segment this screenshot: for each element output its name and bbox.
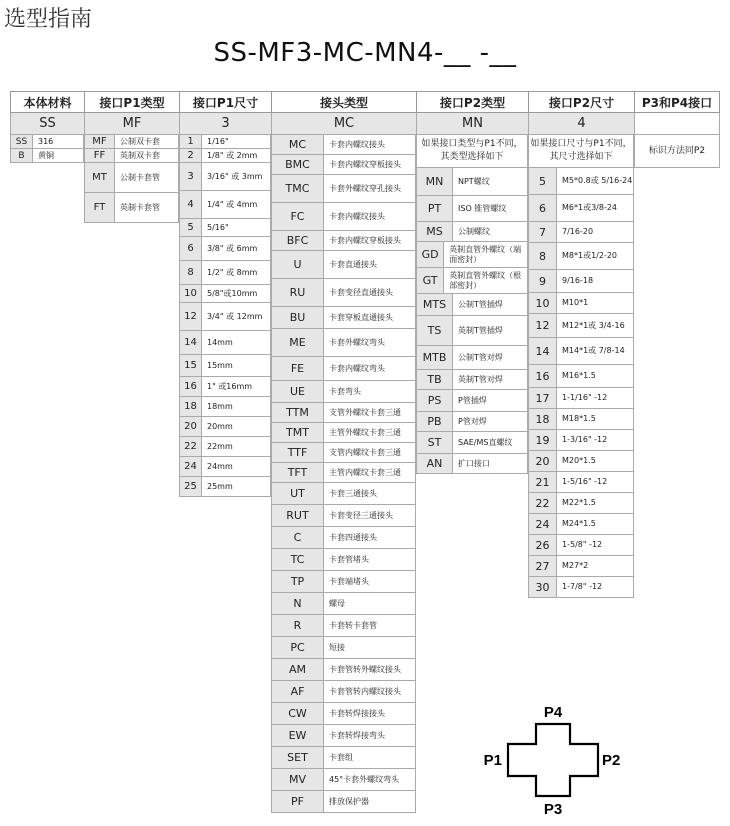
fitting-type-code: UT — [272, 483, 324, 504]
p2-size-desc: M6*1或3/8-24 — [562, 203, 618, 212]
p1-type-desc: 英制双卡套 — [120, 150, 160, 160]
fitting-type-row — [271, 769, 416, 791]
selected-p1-size: 3 — [179, 113, 271, 135]
p2-size-code: 24 — [529, 514, 557, 534]
p1-size-row — [179, 331, 271, 355]
p2-size-code: 7 — [529, 222, 557, 242]
p2-type-row — [416, 222, 528, 242]
fitting-type-row — [271, 307, 416, 329]
fitting-type-code: C — [272, 527, 324, 548]
p1-size-desc: 1/8" 或 2mm — [207, 150, 258, 160]
fitting-type-desc: 短接 — [329, 642, 345, 652]
fitting-type-desc: 卡套管转外螺纹接头 — [329, 664, 401, 674]
p2-size-note: 如果接口尺寸与P1不同，其尺寸选择如下 — [530, 139, 632, 162]
p2-size-code: 9 — [529, 270, 557, 292]
fitting-type-code: RUT — [272, 505, 324, 526]
p1-size-desc: 5/16" — [207, 222, 229, 232]
p1-size-row — [179, 457, 271, 477]
p1-size-desc: 5/8"或10mm — [207, 288, 258, 298]
p1-size-desc: 14mm — [207, 337, 233, 347]
p2-size-code: 12 — [529, 314, 557, 337]
fitting-type-code: TC — [272, 549, 324, 570]
fitting-type-desc: 卡套穿板直通接头 — [329, 312, 393, 322]
port-p2-label: P2 — [602, 752, 621, 769]
p2-type-desc: ISO 锥管螺纹 — [458, 203, 507, 213]
p1-size-desc: 20mm — [207, 421, 233, 431]
p34-note: 标识方法同P2 — [648, 145, 706, 156]
p1-size-row — [179, 261, 271, 285]
p2-size-desc: M22*1.5 — [562, 498, 596, 507]
p1-size-code: 1 — [180, 135, 202, 148]
p2-size-code: 5 — [529, 168, 557, 194]
p2-size-code: 6 — [529, 195, 557, 221]
p2-size-row — [528, 514, 634, 535]
fitting-type-code: U — [272, 251, 324, 278]
p2-size-code: 26 — [529, 535, 557, 555]
p1-type-row — [84, 193, 179, 223]
header-p1-size: 接口P1尺寸 — [179, 91, 271, 113]
fitting-type-code: TTM — [272, 403, 324, 422]
p2-type-row — [416, 268, 528, 294]
p2-size-desc: M16*1.5 — [562, 371, 596, 380]
p2-size-code: 10 — [529, 293, 557, 313]
p1-size-row — [179, 219, 271, 237]
p1-size-desc: 3/4" 或 12mm — [207, 311, 263, 321]
p2-type-code: AN — [417, 454, 453, 473]
fitting-type-code: RU — [272, 279, 324, 306]
p2-type-row — [416, 412, 528, 432]
body-material-column — [10, 135, 84, 163]
p2-size-desc: M10*1 — [562, 298, 589, 307]
fitting-type-desc: 支管内螺纹卡套三通 — [329, 447, 401, 457]
p2-type-code: GT — [417, 268, 444, 293]
p2-type-note: 如果接口类型与P1不同，其类型选择如下 — [421, 139, 523, 162]
p2-size-desc: M18*1.5 — [562, 414, 596, 423]
p2-type-code: PB — [417, 412, 453, 431]
fitting-type-desc: 卡套弯头 — [329, 386, 361, 396]
p2-type-code: GD — [417, 242, 444, 267]
p1-size-row — [179, 303, 271, 331]
fitting-type-code: TTF — [272, 443, 324, 462]
p1-size-desc: 3/8" 或 6mm — [207, 243, 258, 253]
p2-type-desc: 公制T管插焊 — [458, 299, 503, 309]
p2-size-row — [528, 493, 634, 514]
fitting-type-row — [271, 403, 416, 423]
p1-type-column — [84, 135, 179, 223]
p1-size-row — [179, 477, 271, 497]
p1-size-code: 25 — [180, 477, 202, 496]
fitting-type-code: BMC — [272, 155, 324, 174]
p2-size-desc: M20*1.5 — [562, 456, 596, 465]
p1-size-code: 8 — [180, 261, 202, 284]
p2-size-row — [528, 338, 634, 365]
p2-type-desc: 英制直管外螺纹（根部密封） — [449, 270, 522, 290]
p1-size-row — [179, 149, 271, 163]
p2-size-row — [528, 472, 634, 493]
p1-size-desc: 1" 或16mm — [207, 381, 253, 391]
model-code: SS-MF3-MC-MN4-__ -__ — [213, 38, 517, 68]
fitting-type-code: MV — [272, 769, 324, 790]
p1-size-row — [179, 285, 271, 303]
fitting-type-desc: 卡套外螺纹穿孔接头 — [329, 183, 401, 193]
p1-size-code: 14 — [180, 331, 202, 354]
p1-size-column — [179, 135, 271, 497]
p1-size-code: 24 — [180, 457, 202, 476]
p1-size-code: 4 — [180, 191, 202, 218]
fitting-type-row — [271, 231, 416, 251]
p2-type-row — [416, 390, 528, 412]
fitting-type-code: PC — [272, 637, 324, 658]
p1-size-desc: 24mm — [207, 461, 233, 471]
p1-type-row — [84, 149, 179, 163]
p1-type-desc: 公制双卡套 — [120, 136, 160, 146]
p2-type-row — [416, 196, 528, 222]
fitting-type-code: FC — [272, 203, 324, 230]
fitting-type-desc: 卡套转焊接接头 — [329, 708, 385, 718]
fitting-type-row — [271, 443, 416, 463]
p2-size-code: 27 — [529, 556, 557, 576]
fitting-type-code: AM — [272, 659, 324, 680]
p2-size-desc: M5*0.8或 5/16-24 — [562, 176, 633, 185]
header-p2-type: 接口P2类型 — [416, 91, 528, 113]
fitting-type-row — [271, 593, 416, 615]
p1-size-row — [179, 135, 271, 149]
port-p1-label: P1 — [483, 752, 502, 769]
fitting-type-desc: 卡套内螺纹穿板接头 — [329, 235, 401, 245]
fitting-type-code: CW — [272, 703, 324, 724]
p2-size-desc: M14*1或 7/8-14 — [562, 346, 625, 355]
body-material-code: SS — [11, 135, 33, 148]
p2-size-desc: M27*2 — [562, 561, 589, 570]
p2-size-row — [528, 409, 634, 430]
p2-type-desc: SAE/MS直螺纹 — [458, 437, 513, 447]
fitting-type-desc: 卡套变径三通接头 — [329, 510, 393, 520]
fitting-type-desc: 卡套内螺纹接头 — [329, 139, 385, 149]
fitting-type-desc: 卡套管堵头 — [329, 554, 369, 564]
fitting-type-code: N — [272, 593, 324, 614]
p2-size-desc: M8*1或1/2-20 — [562, 251, 618, 260]
p2-type-code: TS — [417, 316, 453, 345]
fitting-type-desc: 螺母 — [329, 598, 345, 608]
p2-type-desc: NPT螺纹 — [458, 176, 490, 186]
p1-size-code: 15 — [180, 355, 202, 376]
fitting-type-desc: 卡套内螺纹接头 — [329, 211, 385, 221]
fitting-type-code: R — [272, 615, 324, 636]
body-material-code: B — [11, 149, 33, 162]
p2-size-row — [528, 556, 634, 577]
p34-column — [634, 135, 720, 168]
p2-type-row — [416, 316, 528, 346]
header-fitting-type: 接头类型 — [271, 91, 416, 113]
p1-size-row — [179, 191, 271, 219]
fitting-type-code: ME — [272, 329, 324, 356]
fitting-type-code: SET — [272, 747, 324, 768]
fitting-type-row — [271, 549, 416, 571]
p1-size-desc: 3/16" 或 3mm — [207, 171, 263, 181]
p2-size-row — [528, 270, 634, 293]
p2-size-code: 18 — [529, 409, 557, 429]
fitting-type-desc: 45°卡套外螺纹弯头 — [329, 774, 400, 784]
fitting-type-code: TMC — [272, 175, 324, 202]
fitting-type-code: AF — [272, 681, 324, 702]
p1-size-desc: 25mm — [207, 481, 233, 491]
fitting-type-row — [271, 357, 416, 381]
p2-size-code: 17 — [529, 388, 557, 408]
p2-type-desc: 英制直管外螺纹（端面密封） — [449, 244, 522, 264]
p2-type-note-cell — [416, 135, 528, 168]
p2-size-desc: 7/16-20 — [562, 227, 594, 236]
p2-size-code: 30 — [529, 577, 557, 597]
fitting-type-desc: 卡套内螺纹弯头 — [329, 363, 385, 373]
fitting-type-desc: 卡套直通接头 — [329, 259, 377, 269]
fitting-type-row — [271, 203, 416, 231]
body-material-row — [10, 135, 84, 149]
p1-type-code: FT — [85, 193, 115, 222]
fitting-type-row — [271, 505, 416, 527]
p2-type-desc: 扩口接口 — [458, 458, 490, 468]
p2-type-row — [416, 168, 528, 196]
p1-type-row — [84, 163, 179, 193]
p2-type-row — [416, 242, 528, 268]
p2-size-row — [528, 293, 634, 314]
p2-size-row — [528, 451, 634, 472]
p2-size-code: 20 — [529, 451, 557, 471]
p2-type-code: ST — [417, 432, 453, 453]
fitting-type-row — [271, 791, 416, 813]
p2-type-desc: 公制螺纹 — [458, 226, 490, 236]
port-diagram — [483, 700, 621, 822]
p1-size-row — [179, 437, 271, 457]
p2-size-desc: 1-5/8" -12 — [562, 540, 603, 549]
fitting-type-desc: 卡套管转内螺纹接头 — [329, 686, 401, 696]
p2-size-code: 16 — [529, 365, 557, 387]
p2-type-desc: P管插焊 — [458, 395, 487, 405]
p2-size-code: 21 — [529, 472, 557, 492]
selected-fitting-type: MC — [271, 113, 416, 135]
p1-size-row — [179, 417, 271, 437]
p2-type-code: MS — [417, 222, 453, 241]
fitting-type-code: TFT — [272, 463, 324, 482]
fitting-type-row — [271, 279, 416, 307]
p1-size-code: 18 — [180, 397, 202, 416]
selected-p2-size: 4 — [528, 113, 634, 135]
fitting-type-row — [271, 681, 416, 703]
p2-size-row — [528, 365, 634, 388]
p2-type-code: MTS — [417, 294, 453, 315]
p2-type-code: MTB — [417, 346, 453, 369]
fitting-type-row — [271, 571, 416, 593]
p1-size-desc: 1/2" 或 8mm — [207, 267, 258, 277]
fitting-type-row — [271, 725, 416, 747]
p1-size-row — [179, 163, 271, 191]
p1-size-desc: 1/4" 或 4mm — [207, 199, 258, 209]
cross-fitting-shape — [508, 724, 598, 796]
fitting-type-desc: 卡套外螺纹弯头 — [329, 337, 385, 347]
p1-size-desc: 1/16" — [207, 136, 229, 146]
fitting-type-code: EW — [272, 725, 324, 746]
p2-size-code: 22 — [529, 493, 557, 513]
p1-size-row — [179, 397, 271, 417]
fitting-type-row — [271, 527, 416, 549]
p2-type-desc: 公制T管对焊 — [458, 352, 503, 362]
p1-size-row — [179, 355, 271, 377]
fitting-type-row — [271, 329, 416, 357]
p2-size-row — [528, 195, 634, 222]
p1-size-code: 2 — [180, 149, 202, 162]
p2-type-row — [416, 294, 528, 316]
p2-size-note-cell — [528, 135, 634, 168]
fitting-type-row — [271, 381, 416, 403]
p2-type-code: PS — [417, 390, 453, 411]
fitting-type-row — [271, 483, 416, 505]
p2-type-desc: 英制T管对焊 — [458, 374, 503, 384]
fitting-type-desc: 卡套组 — [329, 752, 353, 762]
p1-size-desc: 18mm — [207, 401, 233, 411]
p1-size-code: 12 — [180, 303, 202, 330]
fitting-type-code: FE — [272, 357, 324, 380]
fitting-type-desc: 排放保护器 — [329, 796, 369, 806]
p1-size-code: 10 — [180, 285, 202, 302]
fitting-type-code: TP — [272, 571, 324, 592]
fitting-type-row — [271, 637, 416, 659]
fitting-type-row — [271, 659, 416, 681]
selected-body-material: SS — [10, 113, 84, 135]
p2-size-row — [528, 535, 634, 556]
p1-type-desc: 英制卡套管 — [120, 202, 160, 212]
p2-type-code: MN — [417, 168, 453, 195]
fitting-type-row — [271, 175, 416, 203]
fitting-type-code: BU — [272, 307, 324, 328]
fitting-type-code: PF — [272, 791, 324, 812]
p2-type-code: PT — [417, 196, 453, 221]
header-p2-size: 接口P2尺寸 — [528, 91, 634, 113]
fitting-type-code: UE — [272, 381, 324, 402]
p1-size-code: 20 — [180, 417, 202, 436]
fitting-type-desc: 卡套转焊接弯头 — [329, 730, 385, 740]
fitting-type-column — [271, 135, 416, 813]
fitting-type-desc: 卡套四通接头 — [329, 532, 377, 542]
fitting-type-row — [271, 251, 416, 279]
p1-size-row — [179, 377, 271, 397]
p2-size-row — [528, 577, 634, 598]
fitting-type-row — [271, 703, 416, 725]
body-material-desc: 316 — [38, 136, 54, 146]
p2-type-code: TB — [417, 370, 453, 389]
fitting-type-row — [271, 463, 416, 483]
fitting-type-desc: 卡套内螺纹穿板接头 — [329, 159, 401, 169]
p34-note-cell — [634, 135, 720, 168]
fitting-type-desc: 主管内螺纹卡套三通 — [329, 467, 401, 477]
fitting-type-code: BFC — [272, 231, 324, 250]
p1-size-desc: 15mm — [207, 360, 233, 370]
selected-p2-type: MN — [416, 113, 528, 135]
fitting-type-desc: 支管外螺纹卡套三通 — [329, 407, 401, 417]
fitting-type-row — [271, 423, 416, 443]
p1-type-code: FF — [85, 149, 115, 162]
p2-size-row — [528, 314, 634, 338]
selected-p1-type: MF — [84, 113, 179, 135]
p1-size-desc: 22mm — [207, 441, 233, 451]
p1-size-row — [179, 237, 271, 261]
p2-size-desc: 9/16-18 — [562, 276, 594, 285]
p2-size-desc: 1-7/8" -12 — [562, 582, 603, 591]
p1-type-code: MF — [85, 135, 115, 148]
p2-size-desc: M12*1或 3/4-16 — [562, 320, 625, 330]
p2-type-row — [416, 370, 528, 390]
body-material-desc: 黄铜 — [38, 150, 54, 160]
header-p1-type: 接口P1类型 — [84, 91, 179, 113]
p2-size-row — [528, 243, 634, 270]
p2-size-row — [528, 222, 634, 243]
fitting-type-desc: 卡套端堵头 — [329, 576, 369, 586]
p2-type-column — [416, 135, 528, 474]
p2-size-row — [528, 430, 634, 451]
p2-size-desc: 1-3/16" -12 — [562, 435, 608, 444]
fitting-type-row — [271, 747, 416, 769]
fitting-type-code: MC — [272, 135, 324, 154]
p2-type-row — [416, 454, 528, 474]
p2-size-desc: 1-1/16" -12 — [562, 393, 608, 402]
fitting-type-row — [271, 135, 416, 155]
p2-type-desc: 英制T管插焊 — [458, 325, 503, 335]
fitting-type-code: TMT — [272, 423, 324, 442]
port-p4-label: P4 — [543, 704, 563, 721]
p1-type-code: MT — [85, 163, 115, 192]
header-body-material: 本体材料 — [10, 91, 84, 113]
p1-size-code: 5 — [180, 219, 202, 236]
p2-type-row — [416, 432, 528, 454]
body-material-row — [10, 149, 84, 163]
fitting-type-desc: 卡套变径直通接头 — [329, 287, 393, 297]
p1-size-code: 3 — [180, 163, 202, 190]
p1-size-code: 22 — [180, 437, 202, 456]
p1-size-code: 6 — [180, 237, 202, 260]
header-p34: P3和P4接口 — [634, 91, 720, 113]
p2-size-row — [528, 168, 634, 195]
p2-type-row — [416, 346, 528, 370]
page-title: 选型指南 — [4, 7, 93, 32]
p2-size-desc: M24*1.5 — [562, 519, 596, 528]
fitting-type-desc: 卡套三通接头 — [329, 488, 377, 498]
p2-size-code: 14 — [529, 338, 557, 364]
fitting-type-desc: 主管外螺纹卡套三通 — [329, 427, 401, 437]
p1-size-code: 16 — [180, 377, 202, 396]
fitting-type-desc: 卡套转卡套管 — [329, 620, 377, 630]
selected-p34 — [634, 113, 720, 135]
p1-type-row — [84, 135, 179, 149]
p2-size-row — [528, 388, 634, 409]
p2-type-desc: P管对焊 — [458, 416, 487, 426]
p2-size-code: 8 — [529, 243, 557, 269]
p1-type-desc: 公制卡套管 — [120, 172, 160, 182]
p2-size-desc: 1-5/16" -12 — [562, 477, 608, 486]
p2-size-code: 19 — [529, 430, 557, 450]
p2-size-column — [528, 135, 634, 598]
fitting-type-row — [271, 615, 416, 637]
port-p3-label: P3 — [543, 801, 563, 818]
fitting-type-row — [271, 155, 416, 175]
